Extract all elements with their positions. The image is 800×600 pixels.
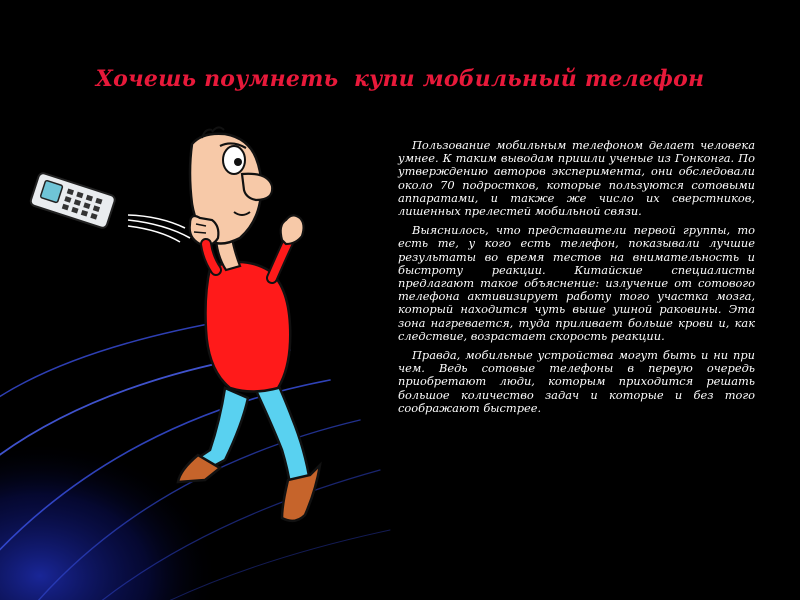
slide-title: Хочешь поумнеть купи мобильный телефон (95, 66, 705, 92)
running-man-icon (20, 120, 380, 550)
flying-phone-icon (29, 172, 116, 229)
paragraph: Правда, мобильные устройства могут быть и ни при чем. Ведь сотовые телефоны в первую очередь приобретают люди, которым приходится решать большое количество задач и которые и без того соображают быстрее. (398, 348, 755, 415)
paragraph: Пользование мобильным телефоном делает человека умнее. К таким выводам пришли ученые из Гонконга. По утверждению авторов эксперимента, они обследовали около 70 подростков, которые пользуются сотовыми аппаратами, и также же число их сверстников, лишенных прелестей мобильной связи. (398, 138, 755, 219)
body-text (398, 139, 755, 421)
paragraph: Выяснилось, что представители первой группы, то есть те, у кого есть телефон, показывали лучшие результаты во время тестов на внимательность и быстроту реакции. Китайские специалисты предлагают такое объяснение: излучение от сотового телефона активизирует работу того участка мозга, который находится чуть выше ушной раковины. Эта зона нагревается, туда приливает больше крови и, как следствие, возрастает скорость реакции. (398, 223, 755, 343)
